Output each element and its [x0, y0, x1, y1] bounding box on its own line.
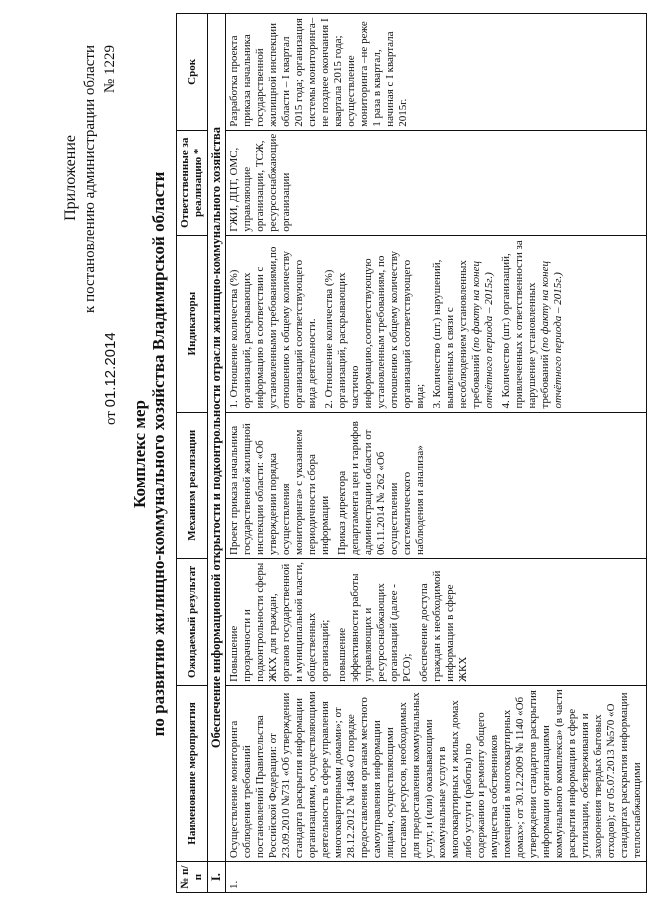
indicator-period: (по факту на конец отчётного периода – 2015г.) — [539, 260, 564, 409]
title-line2: по развитию жилищно-коммунального хозяйства Владимирской области — [149, 171, 168, 737]
header-term: Срок — [177, 14, 208, 131]
section-row — [208, 14, 226, 893]
decree-number: № 1229 — [102, 45, 118, 94]
indicator-period: (по факту на конец отчётного периода – 2015г.) — [470, 260, 495, 409]
indicator-text: 4. Количество (шт.) организаций, привлеченных к ответственности за нарушение установленных требований — [500, 240, 551, 409]
measures-table — [176, 13, 647, 893]
appendix-line1: к постановлению администрации области — [82, 45, 98, 313]
title-line1: Комплекс мер — [130, 400, 149, 508]
indicator-item — [431, 239, 496, 409]
header-result: Ожидаемый результат — [177, 559, 208, 686]
header-measure: Наименование мероприятия — [177, 685, 208, 861]
result-item: обеспечение доступа граждан к необходимой информации в сфере ЖКХ — [418, 570, 469, 682]
header-responsible: Ответственные за реализацию * — [177, 130, 208, 235]
appendix-date-line — [102, 45, 120, 425]
row-mechanism — [226, 412, 647, 558]
row-result — [226, 559, 647, 686]
decree-date: 01.12.2014 — [102, 332, 119, 408]
document-page — [46, 5, 643, 903]
mechanism-item: Проект приказа начальника государственной жилищной инспекции области: «Об утверждении порядка осуществления мониторинга» с указанием периодичности сбора информации — [228, 423, 331, 556]
row-term: Разработка проекта приказа начальника государственной жилищной инспекции области – I квартал 2015 года; организация системы мониторинга–не позднее окончания I квартала 2015 года; осуществление мониторинга –не реже 1 раза в квартал, начиная с I квартала 2015г. — [226, 14, 647, 131]
indicator-item: 1. Отношение количества (%) организаций, раскрывающих информацию в соответствии с установленными требованиями,по отношению к общему количеству организаций соответствующего вида деятельности. — [228, 246, 318, 409]
header-num: № п/п — [177, 862, 208, 893]
row-num: 1. — [226, 862, 647, 893]
appendix-title: Приложение — [62, 135, 79, 221]
document-title — [130, 5, 168, 903]
section-number: I. — [208, 862, 226, 893]
result-item: Повышение прозрачности и подконтрольности сферы ЖКХ для граждан, органов государственной и муниципальной власти, общественных организаций; — [228, 562, 331, 682]
row-indicators — [226, 235, 647, 412]
row-measure: Осуществление мониторинга соблюдения требований постановлений Правительства Российской Федерации: от 23.09.2010 №731 «Об утверждении стандарта раскрытия информации организациями, осуществляющими деятельность в сфере управления многоквартирными домами»; от 28.12.2012 № 1468 «О порядке предоставления органам местного самоуправления информации лицами, осуществляющими поставки ресурсов, необходимых для предоставления коммунальных услуг, и (или) оказывающими коммунальные услуги в многоквартирных и жилых домах либо услуги (работы) по содержанию и ремонту общего имущества собственников помещений в многоквартирных домах»; от 30.12.2009 № 1140 «Об утверждении стандартов раскрытия информации организациями коммунального комплекса» (в части раскрытия информации в сфере утилизации, обезвреживания и захоронения твердых бытовых отходов); от 05.07.2013 №570 «О стандартах раскрытия информации теплоснабжающими — [226, 685, 647, 861]
row-responsible: ГЖИ, ДЦТ, ОМС, управляющие организации, ТСЖ, ресурсоснабжающие организации — [226, 130, 647, 235]
indicator-item: 2. Отношение количества (%) организаций, раскрывающих частично информацию,соответствующую установленным требованиям, по отношению к общему количеству организаций соответствующего вида; — [323, 250, 426, 409]
indicator-item — [500, 239, 565, 409]
header-indicators: Индикаторы — [177, 235, 208, 412]
table-row — [226, 14, 647, 893]
section-title: Обеспечение информационной открытости и подконтрольности отрасли жилищно-коммунального хозяйства — [208, 14, 226, 862]
mechanism-item: Приказ директора департамента цен и тарифов администрации области от 06.11.2014 № 262 «Об осуществлении систематического наблюдения и анализа» — [336, 421, 426, 556]
date-prefix: от — [103, 411, 119, 425]
result-item: повышение эффективности работы управляющих и ресурсоснабжающих организаций (далее - РСО); — [336, 573, 413, 682]
table-header-row — [177, 14, 208, 893]
header-mechanism: Механизм реализации — [177, 412, 208, 558]
indicator-text: 3. Количество (шт.) нарушений, выявленных в связи с несоблюдением установленных требований — [431, 259, 482, 409]
